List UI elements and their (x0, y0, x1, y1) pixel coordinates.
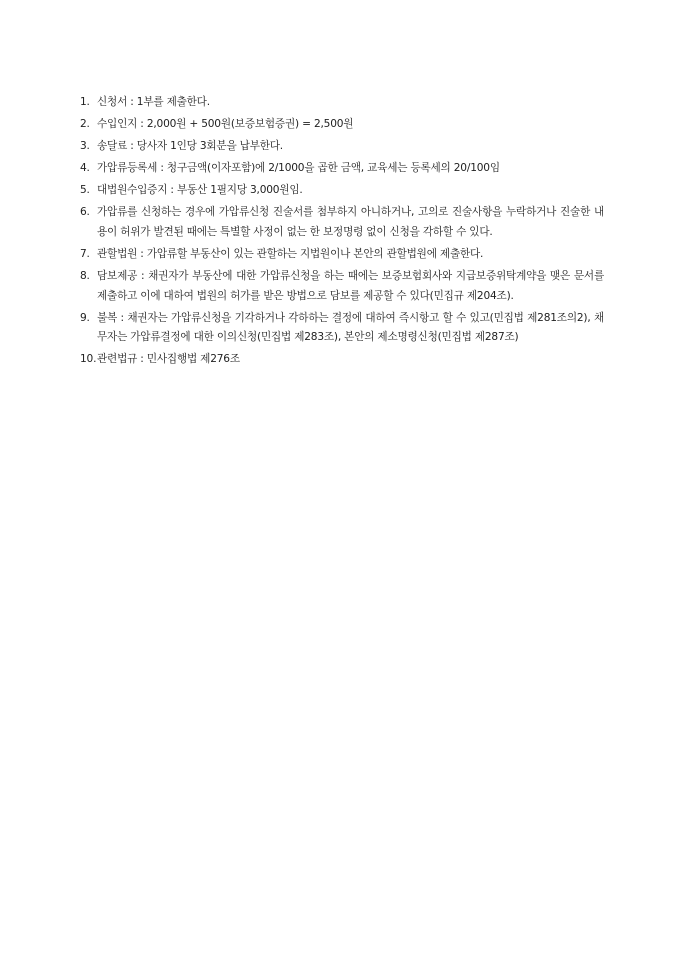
list-item-text: 관할법원 : 가압류할 부동산이 있는 관할하는 지법원이나 본안의 관할법원에 제출한다. (97, 248, 484, 261)
list-item-text: 가압류등록세 : 청구금액(이자포함)에 2/1000을 곱한 금액, 교육세는 등록세의 20/100임 (97, 162, 500, 175)
list-item (80, 181, 604, 201)
list-item-text: 불복 : 채권자는 가압류신청을 기각하거나 각하하는 결정에 대하여 즉시항고 할 수 있고(민집법 제281조의2), 채무자는 가압류결정에 대한 이의신청(민집법 제283조), 본안의 제소명령신청(민집법 제287조) (97, 311, 604, 344)
list-item-number: 5. (80, 184, 90, 197)
list-item (80, 115, 604, 135)
list-item (80, 309, 604, 348)
list-item-number: 1. (80, 96, 90, 108)
list-item-number: 8. (80, 270, 90, 283)
list-item-text: 담보제공 : 채권자가 부동산에 대한 가압류신청을 하는 때에는 보증보험회사와 지급보증위탁계약을 맺은 문서를 제출하고 이에 대하여 법원의 허가를 받은 방법으로 담보를 제공할 수 있다(민집규 제204조). (97, 270, 604, 302)
list-item-text: 가압류를 신청하는 경우에 가압류신청 진술서를 첨부하지 아니하거나, 고의로 진술사항을 누락하거나 진술한 내용이 허위가 발견된 때에는 특별할 사정이 없는 한 보정명령 없이 신청을 각하할 수 있다. (97, 206, 604, 238)
list-item (80, 245, 604, 265)
list-item (80, 137, 604, 157)
list-item-number: 7. (80, 248, 90, 261)
list-item-number: 9. (80, 311, 90, 324)
list-item-number: 6. (80, 206, 90, 219)
list-item (80, 267, 604, 306)
list-item (80, 93, 604, 113)
list-item-text: 대법원수입증지 : 부동산 1필지당 3,000원임. (97, 184, 303, 197)
list-item-number: 2. (80, 118, 90, 131)
list-item-text: 수입인지 : 2,000원 + 500원(보증보험증권) = 2,500원 (97, 118, 354, 131)
list-item-text: 신청서 : 1부를 제출한다. (97, 96, 210, 108)
list-item (80, 350, 604, 370)
list-item-text: 관련법규 : 민사집행법 제276조 (97, 353, 240, 366)
list-item-text: 송달료 : 당사자 1인당 3회분을 납부한다. (97, 140, 283, 153)
list-item (80, 203, 604, 242)
list-item (80, 159, 604, 179)
list-item-number: 3. (80, 140, 90, 153)
numbered-list (80, 93, 604, 372)
list-item-number: 4. (80, 162, 90, 175)
list-item-number: 10. (80, 353, 97, 366)
